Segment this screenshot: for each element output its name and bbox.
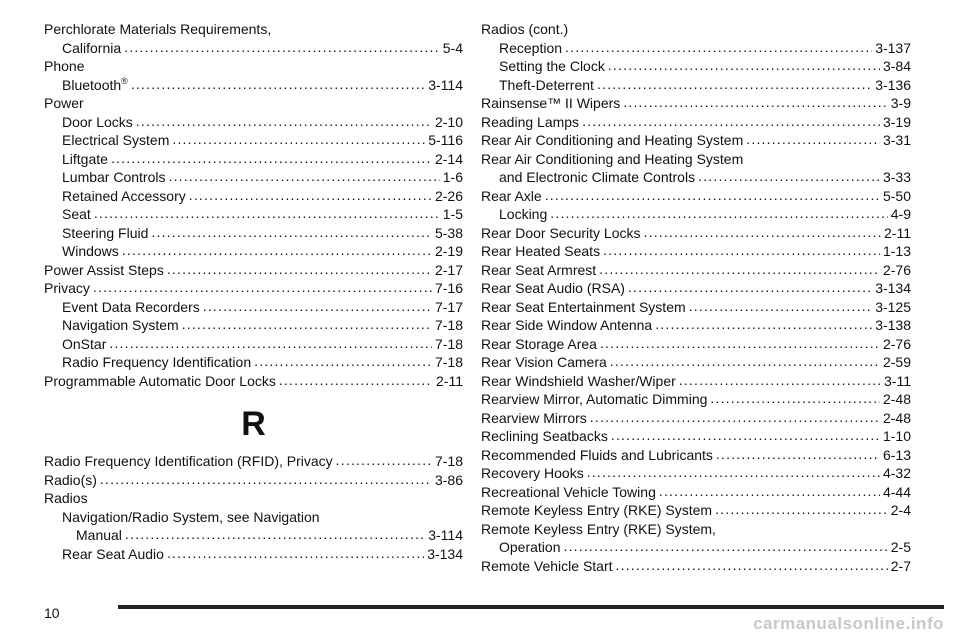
index-heading: Navigation/Radio System, see Navigation: [62, 508, 320, 525]
index-heading: Phone: [44, 58, 85, 74]
index-entry: [481, 335, 911, 354]
entry-text: [62, 224, 148, 243]
page-reference: 2-48: [882, 391, 911, 407]
entry-label: Rear Windshield Washer/Wiper: [481, 372, 676, 389]
index-column-right: [481, 20, 911, 575]
dot-leader: [111, 149, 432, 168]
entry-text: [44, 471, 97, 490]
entry-text: [481, 224, 641, 243]
entry-label: Rear Seat Armrest: [481, 261, 597, 278]
dot-leader: [182, 315, 432, 334]
entry-text: [499, 76, 594, 95]
page-reference: 1-5: [442, 206, 463, 222]
dot-leader: [608, 56, 880, 75]
index-entry: [481, 446, 911, 465]
index-entry: [44, 471, 463, 490]
dot-leader: [644, 223, 882, 242]
page-reference: 2-59: [882, 354, 911, 370]
dot-leader: [189, 186, 432, 205]
dot-leader: [715, 500, 888, 519]
dot-leader: [336, 451, 432, 470]
index-entry: [481, 224, 911, 243]
entry-label: Radio Frequency Identification: [62, 354, 252, 370]
entry-text: [62, 131, 169, 150]
entry-label: Rear Seat Audio (RSA): [481, 280, 625, 296]
index-entry: [44, 113, 463, 132]
index-entry: [44, 452, 463, 471]
page-reference: 3-136: [875, 76, 911, 93]
dot-leader: [167, 260, 432, 279]
index-entry: [481, 353, 911, 372]
index-entry: [481, 464, 911, 483]
index-entry: [481, 298, 911, 317]
entry-label: Windows: [62, 243, 119, 259]
dot-leader: [716, 445, 880, 464]
entry-label: Rear Vision Camera: [481, 354, 607, 370]
page-reference: 7-16: [434, 280, 463, 296]
dot-leader: [563, 537, 887, 556]
entry-label: Power Assist Steps: [44, 261, 164, 278]
entry-text: [481, 242, 600, 261]
page-reference: 5-116: [428, 132, 463, 148]
entry-text: [62, 39, 121, 58]
index-entry: [481, 279, 911, 298]
dot-leader: [600, 334, 880, 353]
entry-text: [481, 464, 584, 483]
index-heading: Radios: [44, 490, 88, 506]
index-column-left: [44, 20, 463, 563]
dot-leader: [125, 525, 425, 544]
page-reference: 2-5: [890, 539, 911, 555]
index-entry: [481, 261, 911, 280]
page-reference: 2-11: [436, 372, 463, 389]
dot-leader: [93, 278, 432, 297]
page-reference: 2-17: [434, 261, 463, 278]
dot-leader: [698, 167, 880, 186]
page-reference: 5-38: [434, 224, 463, 241]
entry-text: [481, 501, 712, 520]
dot-leader: [94, 204, 440, 223]
entry-text: [481, 131, 743, 150]
entry-text: [76, 526, 122, 545]
dot-leader: [689, 297, 873, 316]
dot-leader: [603, 241, 880, 260]
entry-text: [62, 545, 164, 564]
dot-leader: [279, 371, 433, 390]
index-entry: [44, 545, 463, 564]
page-reference: 1-13: [882, 243, 911, 259]
entry-text: [481, 409, 587, 428]
section-letter: R: [241, 405, 266, 443]
index-entry: [44, 279, 463, 298]
entry-label: Reception: [499, 39, 563, 56]
entry-label: Recommended Fluids and Lubricants: [481, 446, 713, 463]
page-reference: 3-134: [875, 280, 911, 296]
page-reference: 2-7: [890, 557, 911, 574]
entry-text: [62, 316, 179, 335]
entry-text: [62, 113, 133, 132]
index-entry: [481, 316, 911, 335]
entry-text: [62, 205, 91, 224]
entry-text: [481, 335, 597, 354]
entry-label: Rear Axle: [481, 187, 542, 204]
dot-leader: [590, 408, 880, 427]
entry-label: Rear Door Security Locks: [481, 224, 641, 241]
entry-label: Radio Frequency Identification (RFID), Privacy: [44, 453, 333, 469]
dot-leader: [172, 130, 425, 149]
page-reference: 3-134: [427, 545, 463, 562]
entry-text: [499, 57, 605, 76]
dot-leader: [124, 38, 440, 57]
entry-label: Operation: [499, 539, 561, 555]
entry-label: Liftgate: [62, 150, 108, 167]
index-entry: [481, 427, 911, 446]
entry-label: Bluetooth: [62, 76, 122, 93]
entry-label: Door Locks: [62, 113, 133, 130]
index-heading: Remote Keyless Entry (RKE) System,: [481, 520, 716, 537]
page-reference: 7-17: [434, 298, 463, 315]
entry-label: Rear Storage Area: [481, 335, 597, 352]
index-entry: [44, 298, 463, 317]
entry-label: Rear Side Window Antenna: [481, 317, 653, 333]
entry-label: Seat: [62, 206, 91, 222]
entry-text: [499, 168, 695, 187]
page-reference: 4-32: [882, 465, 911, 481]
dot-leader: [151, 223, 432, 242]
page-reference: 7-18: [434, 453, 463, 469]
dot-leader: [587, 463, 880, 482]
index-entry: [44, 353, 463, 372]
entry-label: Rear Heated Seats: [481, 243, 601, 259]
dot-leader: [167, 544, 424, 563]
dot-leader: [550, 204, 888, 223]
page-reference: 3-9: [890, 95, 911, 111]
index-entry: [44, 316, 463, 335]
index-entry: [44, 168, 463, 187]
entry-label: Reading Lamps: [481, 113, 580, 130]
entry-label: OnStar: [62, 335, 107, 352]
index-entry: [481, 113, 911, 132]
index-entry: [44, 131, 463, 150]
entry-label: Locking: [499, 206, 548, 222]
index-heading: Radios (cont.): [481, 21, 569, 37]
watermark: carmanualsonline.info: [753, 614, 944, 633]
entry-label: Lumbar Controls: [62, 169, 166, 185]
index-entry: [481, 242, 911, 261]
index-entry: [481, 205, 911, 224]
registered-mark: ®: [121, 75, 128, 86]
index-entry: [481, 57, 911, 76]
dot-leader: [203, 297, 432, 316]
page-reference: 3-33: [882, 169, 911, 185]
index-entry: [481, 372, 911, 391]
page-reference: 7-18: [434, 354, 463, 370]
index-entry: [481, 94, 911, 113]
page-reference: 4-44: [882, 483, 911, 500]
entry-text: [62, 168, 166, 187]
entry-label: Rainsense™ II Wipers: [481, 95, 621, 111]
index-entry: [481, 483, 911, 502]
dot-leader: [611, 426, 880, 445]
entry-text: [481, 298, 686, 317]
page-reference: 3-138: [875, 317, 911, 333]
page-reference: 3-19: [882, 113, 911, 130]
entry-label: Privacy: [44, 280, 90, 296]
entry-text: [62, 242, 119, 261]
dot-leader: [659, 482, 880, 501]
dot-leader: [565, 38, 872, 57]
entry-text: [481, 261, 596, 280]
entry-label: Programmable Automatic Door Locks: [44, 372, 276, 389]
page-reference: 2-4: [890, 502, 911, 518]
dot-leader: [628, 278, 872, 297]
entry-text: [44, 279, 90, 298]
index-entry: [481, 557, 911, 576]
entry-text: [481, 113, 579, 132]
entry-label: Rearview Mirror, Automatic Dimming: [481, 391, 708, 407]
page-reference: 3-114: [428, 76, 463, 93]
dot-leader: [582, 112, 880, 131]
entry-label: Navigation System: [62, 317, 179, 333]
entry-label: Radio(s): [44, 471, 97, 488]
entry-text: [481, 353, 607, 372]
index-entry: [481, 168, 911, 187]
page-reference: 6-13: [882, 446, 911, 463]
page-reference: 2-48: [882, 409, 911, 426]
entry-label: Recreational Vehicle Towing: [481, 483, 656, 500]
entry-label: Remote Keyless Entry (RKE) System: [481, 502, 713, 518]
page-reference: 1-10: [882, 428, 911, 444]
entry-text: [481, 187, 542, 206]
dot-leader: [679, 371, 881, 390]
dot-leader: [122, 241, 432, 260]
page-reference: 2-76: [882, 335, 911, 352]
page-reference: 3-86: [434, 471, 463, 488]
page-number: 10: [44, 605, 60, 621]
entry-label: Steering Fluid: [62, 224, 149, 241]
entry-text: [44, 372, 276, 391]
entry-label: Setting the Clock: [499, 58, 605, 74]
dot-leader: [616, 556, 888, 575]
entry-text: [499, 39, 562, 58]
page-reference: 2-14: [434, 150, 463, 167]
entry-text: [481, 390, 707, 409]
entry-label: Reclining Seatbacks: [481, 428, 608, 444]
entry-text: [62, 150, 108, 169]
index-heading: Power: [44, 95, 84, 111]
entry-text: [62, 187, 186, 206]
entry-text: [62, 335, 106, 354]
page-reference: 2-19: [434, 243, 463, 259]
index-entry: [481, 538, 911, 557]
entry-text: [481, 94, 620, 113]
dot-leader: [109, 334, 432, 353]
entry-label: and Electronic Climate Controls: [499, 169, 696, 185]
entry-label: Rear Seat Audio: [62, 545, 164, 562]
dot-leader: [610, 352, 880, 371]
entry-text: [481, 483, 656, 502]
index-entry: [481, 131, 911, 150]
entry-text: [481, 557, 613, 576]
index-entry: [44, 150, 463, 169]
dot-leader: [746, 130, 880, 149]
dot-leader: [597, 75, 872, 94]
entry-label: Theft-Deterrent: [499, 76, 594, 93]
index-entry: [44, 76, 463, 95]
index-entry: [481, 39, 911, 58]
entry-label: Rear Air Conditioning and Heating System: [481, 132, 744, 148]
index-entry: [44, 372, 463, 391]
index-entry: [44, 335, 463, 354]
page-reference: 3-31: [882, 132, 911, 148]
entry-label: Retained Accessory: [62, 187, 186, 204]
dot-leader: [545, 186, 880, 205]
index-entry: [44, 261, 463, 280]
index-entry: [481, 187, 911, 206]
entry-text: [481, 446, 713, 465]
entry-text: [44, 452, 333, 471]
page-reference: 7-18: [434, 317, 463, 333]
entry-text: [62, 298, 200, 317]
page-reference: 3-84: [882, 58, 911, 74]
entry-label: Recovery Hooks: [481, 465, 584, 481]
index-heading: Perchlorate Materials Requirements,: [44, 21, 272, 37]
dot-leader: [655, 315, 872, 334]
footer-rule: [118, 605, 944, 609]
page-reference: 2-26: [434, 187, 463, 204]
index-entry: [481, 76, 911, 95]
index-entry: [481, 501, 911, 520]
dot-leader: [136, 112, 432, 131]
page-reference: 7-18: [434, 335, 463, 352]
index-entry: [481, 409, 911, 428]
index-entry: [44, 187, 463, 206]
page-reference: 3-125: [875, 298, 911, 315]
page-reference: 3-137: [875, 39, 911, 56]
entry-label: Electrical System: [62, 132, 170, 148]
entry-text: [499, 205, 547, 224]
entry-text: [481, 316, 652, 335]
entry-label: California: [62, 39, 122, 56]
index-entry: [44, 242, 463, 261]
page-reference: 2-76: [882, 261, 911, 278]
entry-label: Rearview Mirrors: [481, 409, 587, 426]
entry-text: [481, 372, 676, 391]
page-reference: 3-114: [428, 527, 463, 543]
entry-text: [481, 279, 625, 298]
index-entry: [44, 39, 463, 58]
dot-leader: [100, 470, 432, 489]
dot-leader: [710, 389, 880, 408]
entry-text: [62, 76, 128, 95]
page-reference: 2-11: [884, 224, 911, 241]
page-reference: 2-10: [434, 113, 463, 130]
entry-text: [44, 261, 164, 280]
dot-leader: [169, 167, 440, 186]
dot-leader: [623, 93, 887, 112]
entry-label: Manual: [76, 527, 122, 543]
page-reference: 1-6: [442, 169, 463, 185]
index-entry: [481, 390, 911, 409]
entry-text: [499, 538, 560, 557]
index-entry: [44, 224, 463, 243]
index-entry: [44, 526, 463, 545]
entry-label: Remote Vehicle Start: [481, 557, 613, 574]
dot-leader: [131, 75, 425, 94]
entry-text: [481, 427, 608, 446]
entry-label: Event Data Recorders: [62, 298, 200, 315]
page-reference: 5-4: [442, 39, 463, 56]
entry-label: Rear Seat Entertainment System: [481, 298, 686, 315]
page-reference: 5-50: [882, 187, 911, 204]
entry-text: [62, 353, 251, 372]
dot-leader: [599, 260, 880, 279]
index-entry: [44, 205, 463, 224]
page-reference: 4-9: [890, 206, 911, 222]
dot-leader: [254, 352, 432, 371]
index-heading: Rear Air Conditioning and Heating System: [481, 150, 744, 167]
page-reference: 3-11: [884, 372, 911, 389]
